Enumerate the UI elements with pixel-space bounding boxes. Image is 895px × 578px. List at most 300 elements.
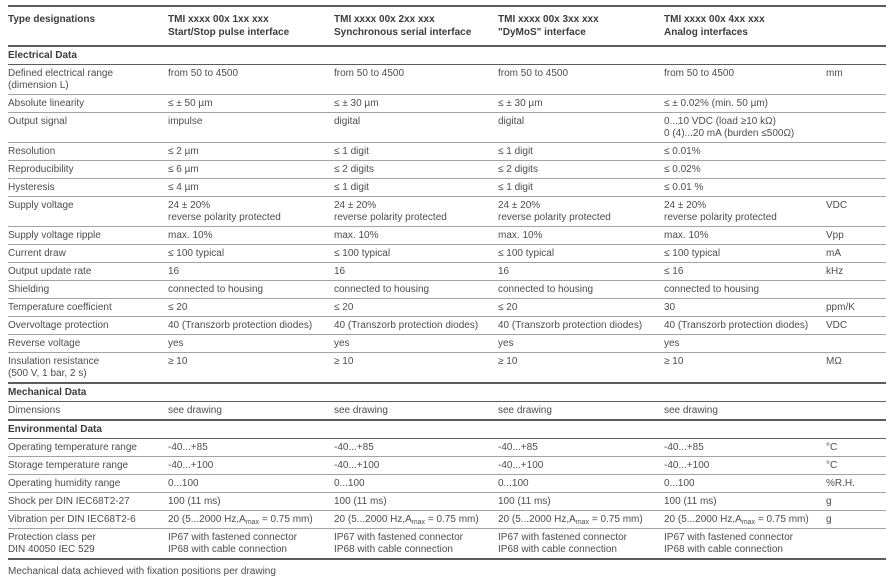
row-label-line: (dimension L) bbox=[8, 80, 69, 91]
spec-table bbox=[8, 5, 886, 560]
spec-value bbox=[334, 317, 498, 335]
spec-value-line: IP67 with fastened connector bbox=[664, 532, 793, 543]
table-row-absolute-linearity bbox=[8, 95, 886, 113]
spec-value bbox=[168, 299, 334, 317]
spec-value-line: 100 (11 ms) bbox=[498, 496, 551, 507]
spec-value-line: reverse polarity protected bbox=[168, 212, 281, 223]
spec-value-line: ≤ 100 typical bbox=[334, 248, 391, 259]
row-label bbox=[8, 335, 168, 353]
table-row-output-update-rate bbox=[8, 263, 886, 281]
spec-value-line: ≤ 1 digit bbox=[334, 182, 369, 193]
table-row-insulation-resistance bbox=[8, 353, 886, 384]
row-label-line: Resolution bbox=[8, 146, 56, 157]
spec-value-line: 40 (Transzorb protection diodes) bbox=[498, 320, 643, 331]
model-code: TMI xxxx 00x 2xx xxx bbox=[334, 14, 435, 25]
unit-label: kHz bbox=[826, 263, 886, 281]
spec-value-line: 30 bbox=[664, 302, 676, 313]
spec-value bbox=[664, 457, 826, 475]
table-row-reverse-voltage bbox=[8, 335, 886, 353]
row-label-line: Supply voltage ripple bbox=[8, 230, 101, 241]
spec-value bbox=[334, 353, 498, 384]
spec-value-line: ≤ 20 bbox=[168, 302, 188, 313]
spec-value bbox=[498, 263, 664, 281]
section-title: Electrical Data bbox=[8, 46, 886, 65]
spec-value bbox=[168, 197, 334, 227]
row-label bbox=[8, 245, 168, 263]
unit-label: Vpp bbox=[826, 227, 886, 245]
row-label-line: Overvoltage protection bbox=[8, 320, 109, 331]
table-row-operating-temperature-range bbox=[8, 439, 886, 457]
spec-value bbox=[334, 281, 498, 299]
table-row-overvoltage-protection bbox=[8, 317, 886, 335]
spec-value bbox=[664, 161, 826, 179]
unit-label: mA bbox=[826, 245, 886, 263]
spec-value bbox=[498, 529, 664, 560]
spec-value bbox=[664, 353, 826, 384]
spec-value-line: ≤ 100 typical bbox=[168, 248, 225, 259]
row-label bbox=[8, 299, 168, 317]
spec-value bbox=[168, 263, 334, 281]
spec-value bbox=[168, 245, 334, 263]
row-label bbox=[8, 493, 168, 511]
table-row-dimensions bbox=[8, 402, 886, 421]
spec-value bbox=[168, 439, 334, 457]
spec-value-line: reverse polarity protected bbox=[334, 212, 447, 223]
spec-value-line: connected to housing bbox=[334, 284, 430, 295]
spec-value-line: ≤ 100 typical bbox=[498, 248, 555, 259]
row-label bbox=[8, 281, 168, 299]
unit-label bbox=[826, 529, 886, 560]
spec-value bbox=[664, 95, 826, 113]
unit-label bbox=[826, 335, 886, 353]
model-code: TMI xxxx 00x 3xx xxx bbox=[498, 14, 599, 25]
spec-value bbox=[498, 113, 664, 143]
spec-value bbox=[664, 317, 826, 335]
row-label-line: Reproducibility bbox=[8, 164, 74, 175]
spec-value-line: -40...+100 bbox=[498, 460, 544, 471]
unit-label: VDC bbox=[826, 317, 886, 335]
unit-label: g bbox=[826, 493, 886, 511]
spec-value-line: ≤ 20 bbox=[334, 302, 354, 313]
spec-value-line: ≤ ± 30 µm bbox=[334, 98, 379, 109]
spec-value bbox=[334, 402, 498, 421]
value-text: = 0.75 mm) bbox=[259, 514, 313, 525]
spec-value bbox=[664, 439, 826, 457]
spec-value-line: IP67 with fastened connector bbox=[498, 532, 627, 543]
table-row-protection-class-per bbox=[8, 529, 886, 560]
spec-value bbox=[334, 335, 498, 353]
spec-value-line: 40 (Transzorb protection diodes) bbox=[168, 320, 313, 331]
row-label bbox=[8, 95, 168, 113]
spec-value bbox=[498, 475, 664, 493]
spec-value bbox=[498, 197, 664, 227]
row-label-line: Output signal bbox=[8, 116, 67, 127]
spec-value bbox=[664, 281, 826, 299]
row-label-line: Current draw bbox=[8, 248, 66, 259]
value-text: 20 (5...2000 Hz,A bbox=[664, 514, 742, 525]
value-text: 20 (5...2000 Hz,A bbox=[498, 514, 576, 525]
footnote: Mechanical data achieved with fixation positions per drawing bbox=[8, 566, 276, 577]
row-label bbox=[8, 143, 168, 161]
table-row-supply-voltage bbox=[8, 197, 886, 227]
type-designations-label: Type designations bbox=[8, 14, 96, 25]
row-label bbox=[8, 317, 168, 335]
spec-value bbox=[664, 493, 826, 511]
spec-value bbox=[334, 95, 498, 113]
spec-value-line: ≥ 10 bbox=[664, 356, 684, 367]
spec-value-line: ≤ 4 µm bbox=[168, 182, 199, 193]
spec-value bbox=[498, 143, 664, 161]
spec-value bbox=[168, 95, 334, 113]
row-label-line: Vibration per DIN IEC68T2-6 bbox=[8, 514, 136, 525]
spec-value bbox=[334, 65, 498, 95]
spec-value-line: IP68 with cable connection bbox=[498, 544, 617, 555]
spec-value bbox=[168, 317, 334, 335]
unit-label bbox=[826, 179, 886, 197]
spec-value-line: -40...+85 bbox=[168, 442, 208, 453]
spec-value-line: 40 (Transzorb protection diodes) bbox=[664, 320, 809, 331]
unit-label bbox=[826, 281, 886, 299]
spec-value bbox=[664, 475, 826, 493]
spec-value-line: digital bbox=[498, 116, 525, 127]
spec-value bbox=[664, 143, 826, 161]
spec-value bbox=[334, 263, 498, 281]
spec-value bbox=[168, 402, 334, 421]
spec-value-line: 16 bbox=[334, 266, 346, 277]
row-label bbox=[8, 529, 168, 560]
spec-value-line: ≤ 0.01 % bbox=[664, 182, 704, 193]
spec-value bbox=[664, 245, 826, 263]
spec-value bbox=[168, 457, 334, 475]
spec-value bbox=[334, 439, 498, 457]
spec-value-line: digital bbox=[334, 116, 361, 127]
spec-value bbox=[168, 475, 334, 493]
spec-value bbox=[168, 227, 334, 245]
spec-value-line: ≤ 20 bbox=[498, 302, 518, 313]
spec-value-line: ≤ 2 digits bbox=[334, 164, 374, 175]
spec-value bbox=[498, 439, 664, 457]
spec-value-line: from 50 to 4500 bbox=[498, 68, 569, 79]
spec-value bbox=[664, 113, 826, 143]
row-label bbox=[8, 439, 168, 457]
spec-value bbox=[168, 335, 334, 353]
spec-value-line: see drawing bbox=[664, 405, 718, 416]
spec-table-body bbox=[8, 46, 886, 559]
spec-value-line: see drawing bbox=[498, 405, 552, 416]
spec-value-line: ≤ 16 bbox=[664, 266, 684, 277]
spec-value-line: from 50 to 4500 bbox=[168, 68, 239, 79]
row-label-line: Insulation resistance bbox=[8, 356, 100, 367]
spec-value bbox=[168, 113, 334, 143]
row-label bbox=[8, 475, 168, 493]
spec-value-line: 0...100 bbox=[664, 478, 695, 489]
spec-value-line: 0...100 bbox=[498, 478, 529, 489]
table-row-operating-humidity-range bbox=[8, 475, 886, 493]
spec-value-line: ≥ 10 bbox=[168, 356, 188, 367]
row-label-line: Defined electrical range bbox=[8, 68, 114, 79]
spec-value bbox=[498, 245, 664, 263]
unit-label: MΩ bbox=[826, 353, 886, 384]
spec-value bbox=[334, 197, 498, 227]
spec-value-line: -40...+100 bbox=[334, 460, 380, 471]
model-code: TMI xxxx 00x 4xx xxx bbox=[664, 14, 765, 25]
spec-value-line: 24 ± 20% bbox=[334, 200, 377, 211]
spec-value-line: 0...10 VDC (load ≥10 kΩ) bbox=[664, 116, 776, 127]
spec-value bbox=[664, 197, 826, 227]
row-label bbox=[8, 179, 168, 197]
model-code: TMI xxxx 00x 1xx xxx bbox=[168, 14, 269, 25]
spec-value bbox=[334, 227, 498, 245]
column-header-type-designations bbox=[8, 6, 168, 46]
spec-value-line: connected to housing bbox=[664, 284, 760, 295]
spec-value bbox=[498, 227, 664, 245]
spec-value-line: max. 10% bbox=[168, 230, 213, 241]
unit-label bbox=[826, 113, 886, 143]
spec-value-line: from 50 to 4500 bbox=[334, 68, 405, 79]
unit-label: mm bbox=[826, 65, 886, 95]
row-label-line: Protection class per bbox=[8, 532, 96, 543]
spec-value bbox=[664, 402, 826, 421]
spec-value bbox=[498, 511, 664, 529]
row-label bbox=[8, 353, 168, 384]
spec-value-line: see drawing bbox=[334, 405, 388, 416]
spec-value-line: ≤ 0.01% bbox=[664, 146, 701, 157]
table-header bbox=[8, 6, 886, 46]
interface-name: "DyMoS" interface bbox=[498, 27, 586, 38]
table-row-resolution bbox=[8, 143, 886, 161]
spec-value-line: from 50 to 4500 bbox=[664, 68, 735, 79]
spec-value bbox=[664, 65, 826, 95]
spec-value-line: connected to housing bbox=[168, 284, 264, 295]
spec-value bbox=[498, 457, 664, 475]
spec-value-line: impulse bbox=[168, 116, 203, 127]
spec-value-line: IP67 with fastened connector bbox=[168, 532, 297, 543]
unit-label bbox=[826, 143, 886, 161]
spec-value-line: ≤ 2 digits bbox=[498, 164, 538, 175]
row-label-line: Temperature coefficient bbox=[8, 302, 112, 313]
spec-value-line: reverse polarity protected bbox=[498, 212, 611, 223]
column-header-dymos bbox=[498, 6, 664, 46]
spec-value-line: ≤ ± 50 µm bbox=[168, 98, 213, 109]
spec-value-line: yes bbox=[664, 338, 680, 349]
spec-value bbox=[168, 161, 334, 179]
spec-value bbox=[334, 475, 498, 493]
row-label-line: Operating humidity range bbox=[8, 478, 121, 489]
row-label-line: Dimensions bbox=[8, 405, 61, 416]
spec-value-line bbox=[168, 514, 326, 526]
spec-value bbox=[168, 143, 334, 161]
spec-value bbox=[334, 179, 498, 197]
value-text: = 0.75 mm) bbox=[755, 514, 809, 525]
spec-value-line: see drawing bbox=[168, 405, 222, 416]
spec-value-line: yes bbox=[168, 338, 184, 349]
table-header-row bbox=[8, 6, 886, 46]
spec-value bbox=[334, 161, 498, 179]
spec-value bbox=[168, 179, 334, 197]
section-title: Mechanical Data bbox=[8, 383, 886, 402]
value-subscript: max bbox=[245, 519, 260, 526]
spec-value-line: max. 10% bbox=[334, 230, 379, 241]
table-row-vibration-per-din-iec68t2-6 bbox=[8, 511, 886, 529]
unit-label: VDC bbox=[826, 197, 886, 227]
datasheet-page bbox=[0, 5, 895, 575]
spec-value-line: ≤ 2 µm bbox=[168, 146, 199, 157]
spec-value-line: -40...+100 bbox=[168, 460, 214, 471]
value-text: = 0.75 mm) bbox=[425, 514, 479, 525]
row-label bbox=[8, 402, 168, 421]
spec-value bbox=[664, 179, 826, 197]
spec-value bbox=[664, 263, 826, 281]
spec-value-line: IP68 with cable connection bbox=[334, 544, 453, 555]
value-subscript: max bbox=[575, 519, 590, 526]
spec-value-line: ≥ 10 bbox=[498, 356, 518, 367]
interface-name: Analog interfaces bbox=[664, 27, 748, 38]
spec-value bbox=[168, 511, 334, 529]
row-label bbox=[8, 113, 168, 143]
spec-value-line: ≤ 6 µm bbox=[168, 164, 199, 175]
spec-value-line: reverse polarity protected bbox=[664, 212, 777, 223]
spec-value bbox=[334, 529, 498, 560]
row-label bbox=[8, 457, 168, 475]
spec-value-line: -40...+85 bbox=[498, 442, 538, 453]
row-label bbox=[8, 197, 168, 227]
row-label-line: Storage temperature range bbox=[8, 460, 129, 471]
value-subscript: max bbox=[411, 519, 426, 526]
row-label bbox=[8, 227, 168, 245]
table-row-storage-temperature-range bbox=[8, 457, 886, 475]
row-label bbox=[8, 65, 168, 95]
spec-value-line: IP68 with cable connection bbox=[168, 544, 287, 555]
spec-value-line: 0...100 bbox=[168, 478, 199, 489]
spec-value-line: IP68 with cable connection bbox=[664, 544, 783, 555]
spec-value bbox=[168, 353, 334, 384]
table-row-shielding bbox=[8, 281, 886, 299]
spec-value bbox=[334, 245, 498, 263]
spec-value-line: max. 10% bbox=[498, 230, 543, 241]
spec-value-line bbox=[334, 514, 490, 526]
spec-value bbox=[168, 65, 334, 95]
spec-value-line: 24 ± 20% bbox=[664, 200, 707, 211]
spec-value-line: ≤ 1 digit bbox=[334, 146, 369, 157]
unit-label: %R.H. bbox=[826, 475, 886, 493]
spec-value-line bbox=[498, 514, 656, 526]
row-label-line: Supply voltage bbox=[8, 200, 74, 211]
table-row-shock-per-din-iec68t2-27 bbox=[8, 493, 886, 511]
spec-value-line: ≤ 1 digit bbox=[498, 182, 533, 193]
unit-label bbox=[826, 161, 886, 179]
spec-value-line: 24 ± 20% bbox=[168, 200, 211, 211]
column-header-startstop bbox=[168, 6, 334, 46]
row-label-line: (500 V, 1 bar, 2 s) bbox=[8, 368, 87, 379]
spec-value-line: 100 (11 ms) bbox=[334, 496, 387, 507]
spec-value-line: 24 ± 20% bbox=[498, 200, 541, 211]
spec-value bbox=[498, 161, 664, 179]
spec-value-line: yes bbox=[498, 338, 514, 349]
table-row-supply-voltage-ripple bbox=[8, 227, 886, 245]
spec-value bbox=[498, 95, 664, 113]
section-row-electrical-data bbox=[8, 46, 886, 65]
unit-label: °C bbox=[826, 457, 886, 475]
section-row-environmental-data bbox=[8, 420, 886, 439]
unit-label: ppm/K bbox=[826, 299, 886, 317]
column-header-synchronous-serial bbox=[334, 6, 498, 46]
spec-value-line: 0...100 bbox=[334, 478, 365, 489]
unit-label bbox=[826, 95, 886, 113]
spec-value-line bbox=[664, 514, 818, 526]
spec-value-line: max. 10% bbox=[664, 230, 709, 241]
spec-value-line: 100 (11 ms) bbox=[664, 496, 717, 507]
spec-value-line: connected to housing bbox=[498, 284, 594, 295]
unit-label bbox=[826, 402, 886, 421]
table-row-hysteresis bbox=[8, 179, 886, 197]
spec-value-line: 16 bbox=[168, 266, 180, 277]
row-label bbox=[8, 511, 168, 529]
spec-value-line: ≤ ± 30 µm bbox=[498, 98, 543, 109]
spec-value bbox=[664, 511, 826, 529]
row-label-line: Shielding bbox=[8, 284, 50, 295]
spec-value bbox=[334, 143, 498, 161]
spec-value-line: IP67 with fastened connector bbox=[334, 532, 463, 543]
spec-value-line: ≤ 100 typical bbox=[664, 248, 721, 259]
table-row-current-draw bbox=[8, 245, 886, 263]
value-text: 20 (5...2000 Hz,A bbox=[334, 514, 412, 525]
spec-value-line: ≤ 1 digit bbox=[498, 146, 533, 157]
spec-value bbox=[664, 529, 826, 560]
spec-value-line: ≤ ± 0.02% (min. 50 µm) bbox=[664, 98, 768, 109]
spec-value-line: ≥ 10 bbox=[334, 356, 354, 367]
unit-label: °C bbox=[826, 439, 886, 457]
value-text: 20 (5...2000 Hz,A bbox=[168, 514, 246, 525]
row-label bbox=[8, 161, 168, 179]
interface-name: Synchronous serial interface bbox=[334, 27, 472, 38]
spec-value bbox=[168, 493, 334, 511]
table-row-reproducibility bbox=[8, 161, 886, 179]
spec-value bbox=[664, 335, 826, 353]
row-label-line: Hysteresis bbox=[8, 182, 55, 193]
spec-value bbox=[334, 299, 498, 317]
row-label-line: Shock per DIN IEC68T2-27 bbox=[8, 496, 130, 507]
spec-value bbox=[498, 353, 664, 384]
spec-value bbox=[498, 299, 664, 317]
spec-value bbox=[334, 457, 498, 475]
spec-value bbox=[498, 402, 664, 421]
spec-value-line: -40...+85 bbox=[664, 442, 704, 453]
spec-value bbox=[168, 281, 334, 299]
spec-value bbox=[334, 113, 498, 143]
row-label-line: Output update rate bbox=[8, 266, 92, 277]
table-row-defined-electrical-range bbox=[8, 65, 886, 95]
spec-value-line: yes bbox=[334, 338, 350, 349]
row-label bbox=[8, 263, 168, 281]
spec-value bbox=[498, 281, 664, 299]
spec-value bbox=[334, 493, 498, 511]
spec-value bbox=[498, 493, 664, 511]
spec-value-line: 16 bbox=[498, 266, 510, 277]
row-label-line: Absolute linearity bbox=[8, 98, 85, 109]
table-row-output-signal bbox=[8, 113, 886, 143]
section-title: Environmental Data bbox=[8, 420, 886, 439]
spec-value bbox=[168, 529, 334, 560]
spec-value-line: 40 (Transzorb protection diodes) bbox=[334, 320, 479, 331]
spec-value bbox=[664, 227, 826, 245]
spec-value bbox=[664, 299, 826, 317]
row-label-line: DIN 40050 IEC 529 bbox=[8, 544, 95, 555]
spec-value-line: -40...+85 bbox=[334, 442, 374, 453]
spec-value-line: 100 (11 ms) bbox=[168, 496, 221, 507]
spec-value bbox=[498, 317, 664, 335]
section-row-mechanical-data bbox=[8, 383, 886, 402]
row-label-line: Operating temperature range bbox=[8, 442, 137, 453]
